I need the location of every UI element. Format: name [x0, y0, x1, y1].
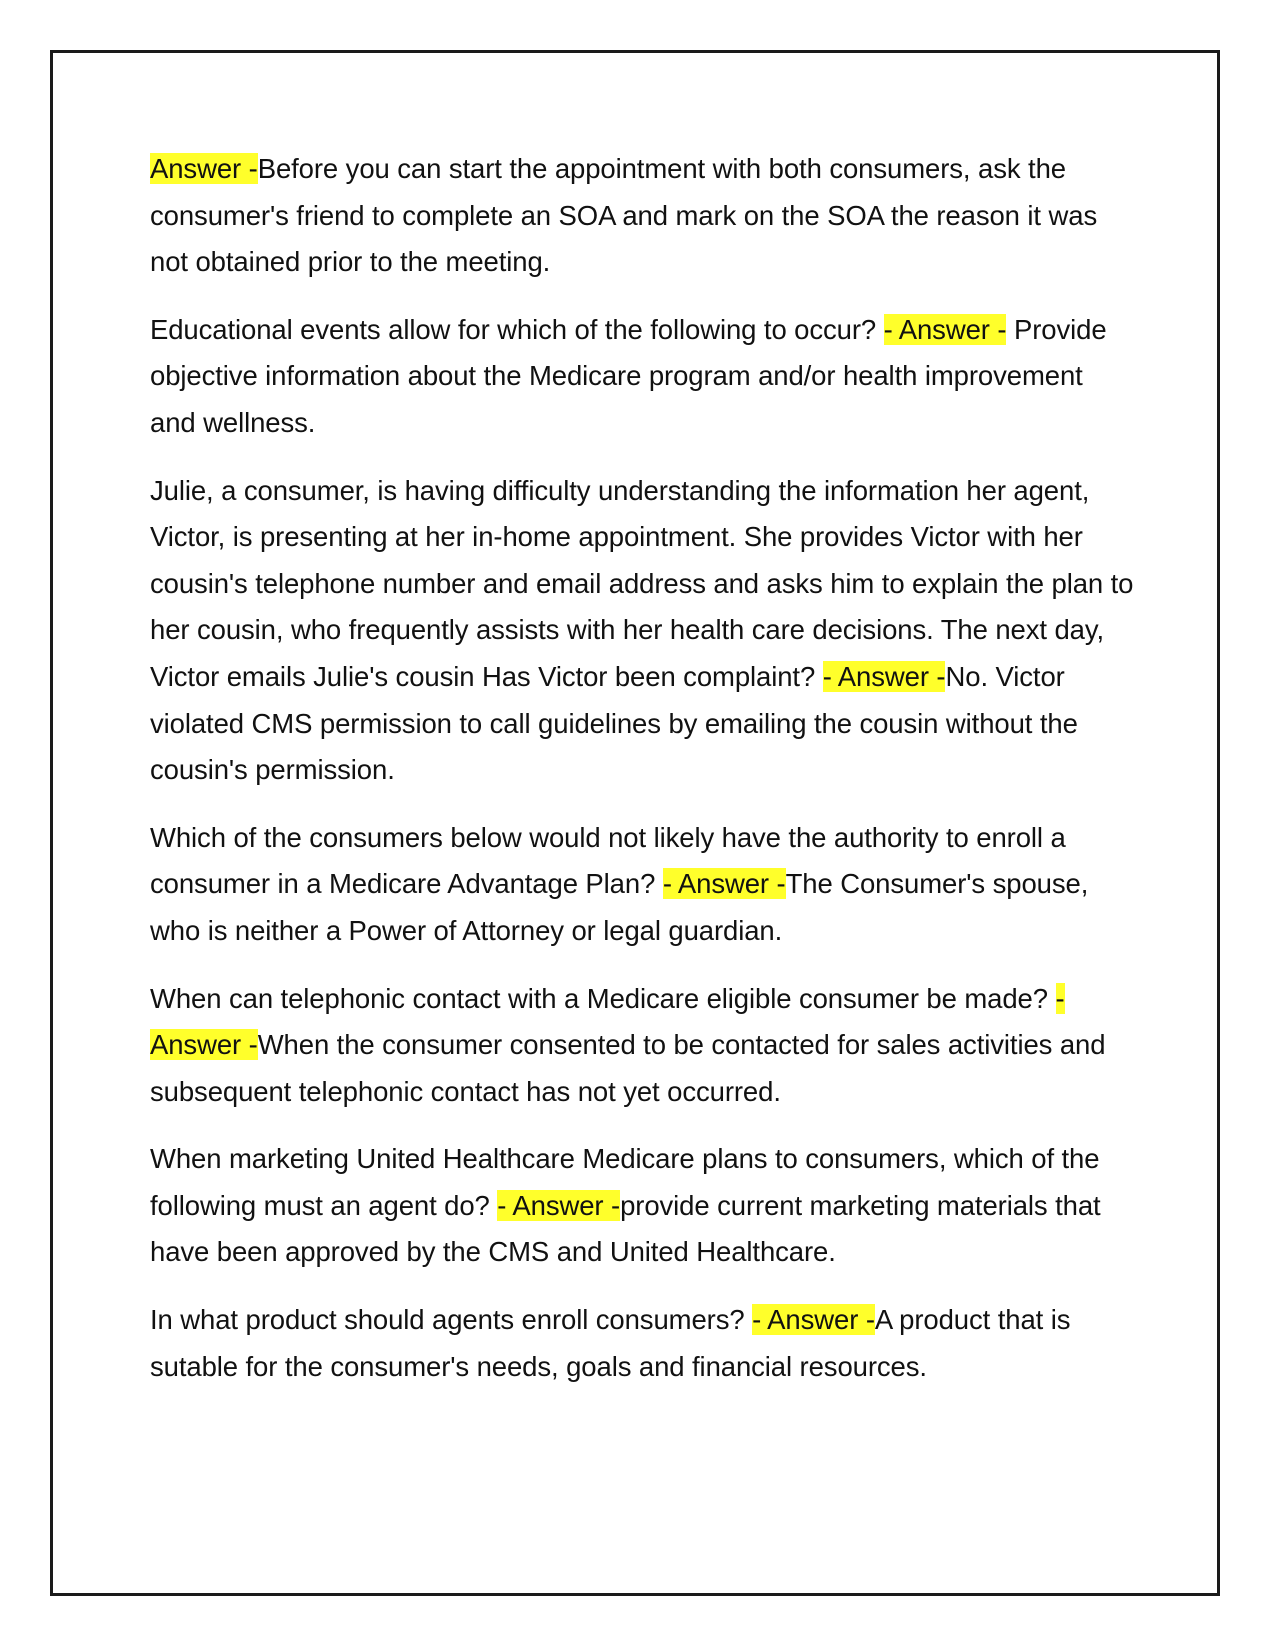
answer-marker: - Answer -	[752, 1304, 875, 1336]
document-body	[150, 146, 1135, 1411]
question-text: When can telephonic contact with a Medicare eligible consumer be made?	[150, 982, 1056, 1014]
answer-text: Provide objective information about the Medicare program and/or health improvement and wellness.	[150, 313, 1107, 438]
answer-marker: - Answer -	[497, 1189, 621, 1221]
answer-text: provide current marketing materials that have been approved by the CMS and United Healthcare.	[150, 1189, 1101, 1268]
answer-text: A product that is sutable for the consumer's needs, goals and financial resources.	[150, 1304, 1071, 1382]
answer-marker: - Answer -	[822, 660, 946, 692]
answer-marker: - Answer -	[150, 982, 1065, 1061]
qa-entry-1	[150, 146, 1135, 286]
qa-entry-3	[150, 468, 1135, 794]
question-text: In what product should agents enroll consumers?	[150, 1304, 753, 1336]
question-text: Julie, a consumer, is having difficulty understanding the information her agent, Victor, is presenting at her in-home appointment. She provides Victor with her cousin's telephone number and email address and asks him to explain the plan to her cousin, who frequently assists with her health care decisions. The next day, Victor emails Julie's cousin Has Victor been complaint?	[150, 474, 1134, 692]
answer-text: No. Victor violated CMS permission to call guidelines by emailing the cousin without the cousin's permission.	[150, 660, 1078, 786]
answer-marker: Answer -	[150, 153, 258, 184]
answer-marker: - Answer -	[883, 313, 1007, 345]
question-text: Which of the consumers below would not likely have the authority to enroll a consumer in a Medicare Advantage Plan?	[150, 821, 1066, 900]
answer-text: The Consumer's spouse, who is neither a Power of Attorney or legal guardian.	[150, 868, 1089, 946]
qa-entry-7	[150, 1297, 1135, 1390]
qa-entry-4	[150, 815, 1135, 955]
answer-text: Before you can start the appointment with both consumers, ask the consumer's friend to complete an SOA and mark on the SOA the reason it was not obtained prior to the meeting.	[150, 153, 1098, 278]
answer-marker: - Answer -	[662, 868, 786, 900]
qa-entry-2	[150, 307, 1135, 447]
answer-text: When the consumer consented to be contacted for sales activities and subsequent telephonic contact has not yet occurred.	[150, 1029, 1106, 1107]
question-text: Educational events allow for which of the following to occur?	[150, 313, 884, 345]
qa-entry-6	[150, 1136, 1135, 1276]
qa-entry-5	[150, 976, 1135, 1116]
question-text: When marketing United Healthcare Medicare plans to consumers, which of the following must an agent do?	[150, 1143, 1100, 1221]
